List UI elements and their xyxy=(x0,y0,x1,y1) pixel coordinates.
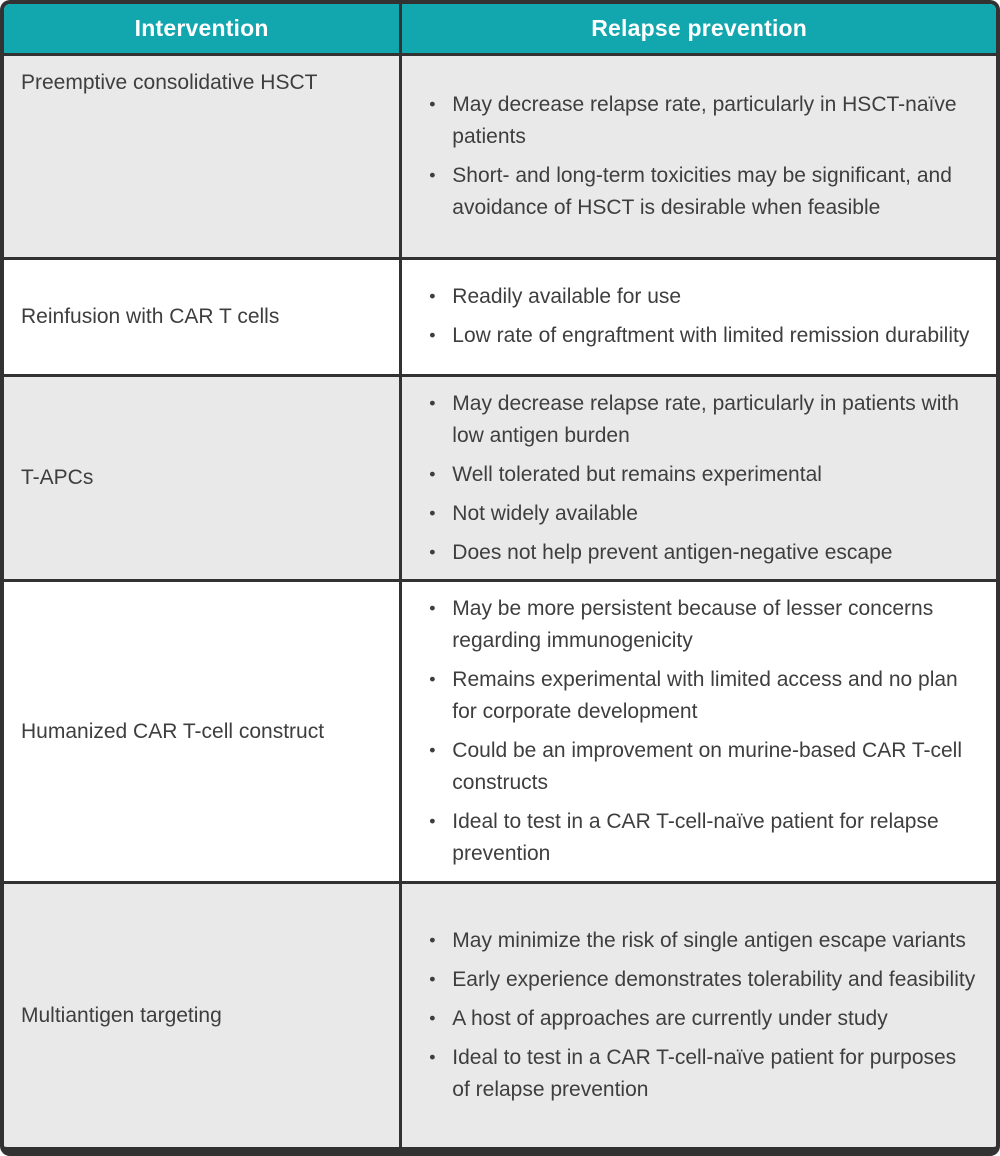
bullet-dot-icon: • xyxy=(429,164,436,185)
bullet-text: May decrease relapse rate, particularly in HSCT-naïve patients xyxy=(452,92,957,148)
bullet-dot-icon: • xyxy=(429,811,436,832)
bullet-text: Readily available for use xyxy=(452,285,682,309)
bullet-dot-icon: • xyxy=(429,740,436,761)
bullet-list xyxy=(425,281,978,352)
bullet-item xyxy=(425,498,978,530)
bullet-text: Early experience demonstrates tolerability and feasibility xyxy=(452,968,976,991)
bullet-text: Low rate of engraftment with limited remission durability xyxy=(452,324,970,348)
bullet-item xyxy=(425,89,978,153)
bullet-dot-icon: • xyxy=(429,93,436,114)
bullet-dot-icon: • xyxy=(429,1047,436,1067)
bullet-dot-icon: • xyxy=(429,598,436,619)
bullet-item xyxy=(425,160,978,224)
bullet-text: Short- and long-term toxicities may be significant, and avoidance of HSCT is desirable when feasible xyxy=(452,163,952,219)
table-row xyxy=(4,258,996,376)
bullet-text: May minimize the risk of single antigen escape variants xyxy=(452,929,966,952)
table-row xyxy=(4,54,996,258)
intervention-cell: T-APCs xyxy=(4,376,401,581)
intervention-cell: Reinfusion with CAR T cells xyxy=(4,258,401,376)
header-cell-intervention: Intervention xyxy=(4,4,401,54)
bullet-text: Does not help prevent antigen-negative escape xyxy=(452,540,893,564)
table-body xyxy=(4,54,996,1147)
bullet-item xyxy=(425,1003,978,1035)
bullet-list xyxy=(425,925,978,1106)
bullet-dot-icon: • xyxy=(429,502,436,523)
table-header xyxy=(4,4,996,54)
relapse-prevention-cell xyxy=(401,581,996,883)
header-cell-relapse-prevention: Relapse prevention xyxy=(401,4,996,54)
bullet-dot-icon: • xyxy=(429,930,436,950)
header-row xyxy=(4,4,996,54)
bullet-item xyxy=(425,320,978,352)
bullet-list xyxy=(425,593,978,870)
bullet-item xyxy=(425,1042,978,1106)
bullet-text: May be more persistent because of lesser concerns regarding immunogenicity xyxy=(452,597,934,653)
bullet-item xyxy=(425,281,978,313)
bullet-item xyxy=(425,806,978,870)
bullet-item xyxy=(425,459,978,491)
bullet-item xyxy=(425,388,978,452)
bullet-list xyxy=(425,89,978,224)
intervention-cell: Preemptive consolidative HSCT xyxy=(4,54,401,258)
bullet-dot-icon: • xyxy=(429,669,436,690)
bullet-text: Ideal to test in a CAR T-cell-naïve patient for purposes of relapse prevention xyxy=(452,1046,957,1101)
bullet-item xyxy=(425,593,978,657)
bullet-text: Could be an improvement on murine-based CAR T-cell constructs xyxy=(452,739,962,795)
intervention-cell: Humanized CAR T-cell construct xyxy=(4,581,401,883)
table-row xyxy=(4,581,996,883)
relapse-prevention-cell xyxy=(401,376,996,581)
bullet-text: Not widely available xyxy=(452,501,638,525)
bullet-item xyxy=(425,664,978,728)
bullet-text: Ideal to test in a CAR T-cell-naïve patient for relapse prevention xyxy=(452,810,939,866)
bullet-dot-icon: • xyxy=(429,463,436,484)
bullet-dot-icon: • xyxy=(429,969,436,989)
relapse-prevention-cell xyxy=(401,54,996,258)
relapse-prevention-cell xyxy=(401,883,996,1147)
bullet-text: May decrease relapse rate, particularly in patients with low antigen burden xyxy=(452,391,959,447)
interventions-table xyxy=(4,4,996,1147)
bullet-item xyxy=(425,735,978,799)
table-row xyxy=(4,883,996,1147)
bullet-text: Well tolerated but remains experimental xyxy=(452,462,822,486)
bullet-dot-icon: • xyxy=(429,286,436,307)
table-row xyxy=(4,376,996,581)
relapse-prevention-cell xyxy=(401,258,996,376)
bullet-list xyxy=(425,388,978,569)
intervention-cell: Multiantigen targeting xyxy=(4,883,401,1147)
bullet-dot-icon: • xyxy=(429,1008,436,1028)
bullet-dot-icon: • xyxy=(429,392,436,413)
bullet-item xyxy=(425,925,978,957)
bullet-dot-icon: • xyxy=(429,541,436,562)
bullet-item xyxy=(425,537,978,569)
bullet-text: A host of approaches are currently under study xyxy=(452,1007,888,1030)
bullet-dot-icon: • xyxy=(429,325,436,346)
bullet-text: Remains experimental with limited access and no plan for corporate development xyxy=(452,668,958,724)
bullet-item xyxy=(425,964,978,996)
